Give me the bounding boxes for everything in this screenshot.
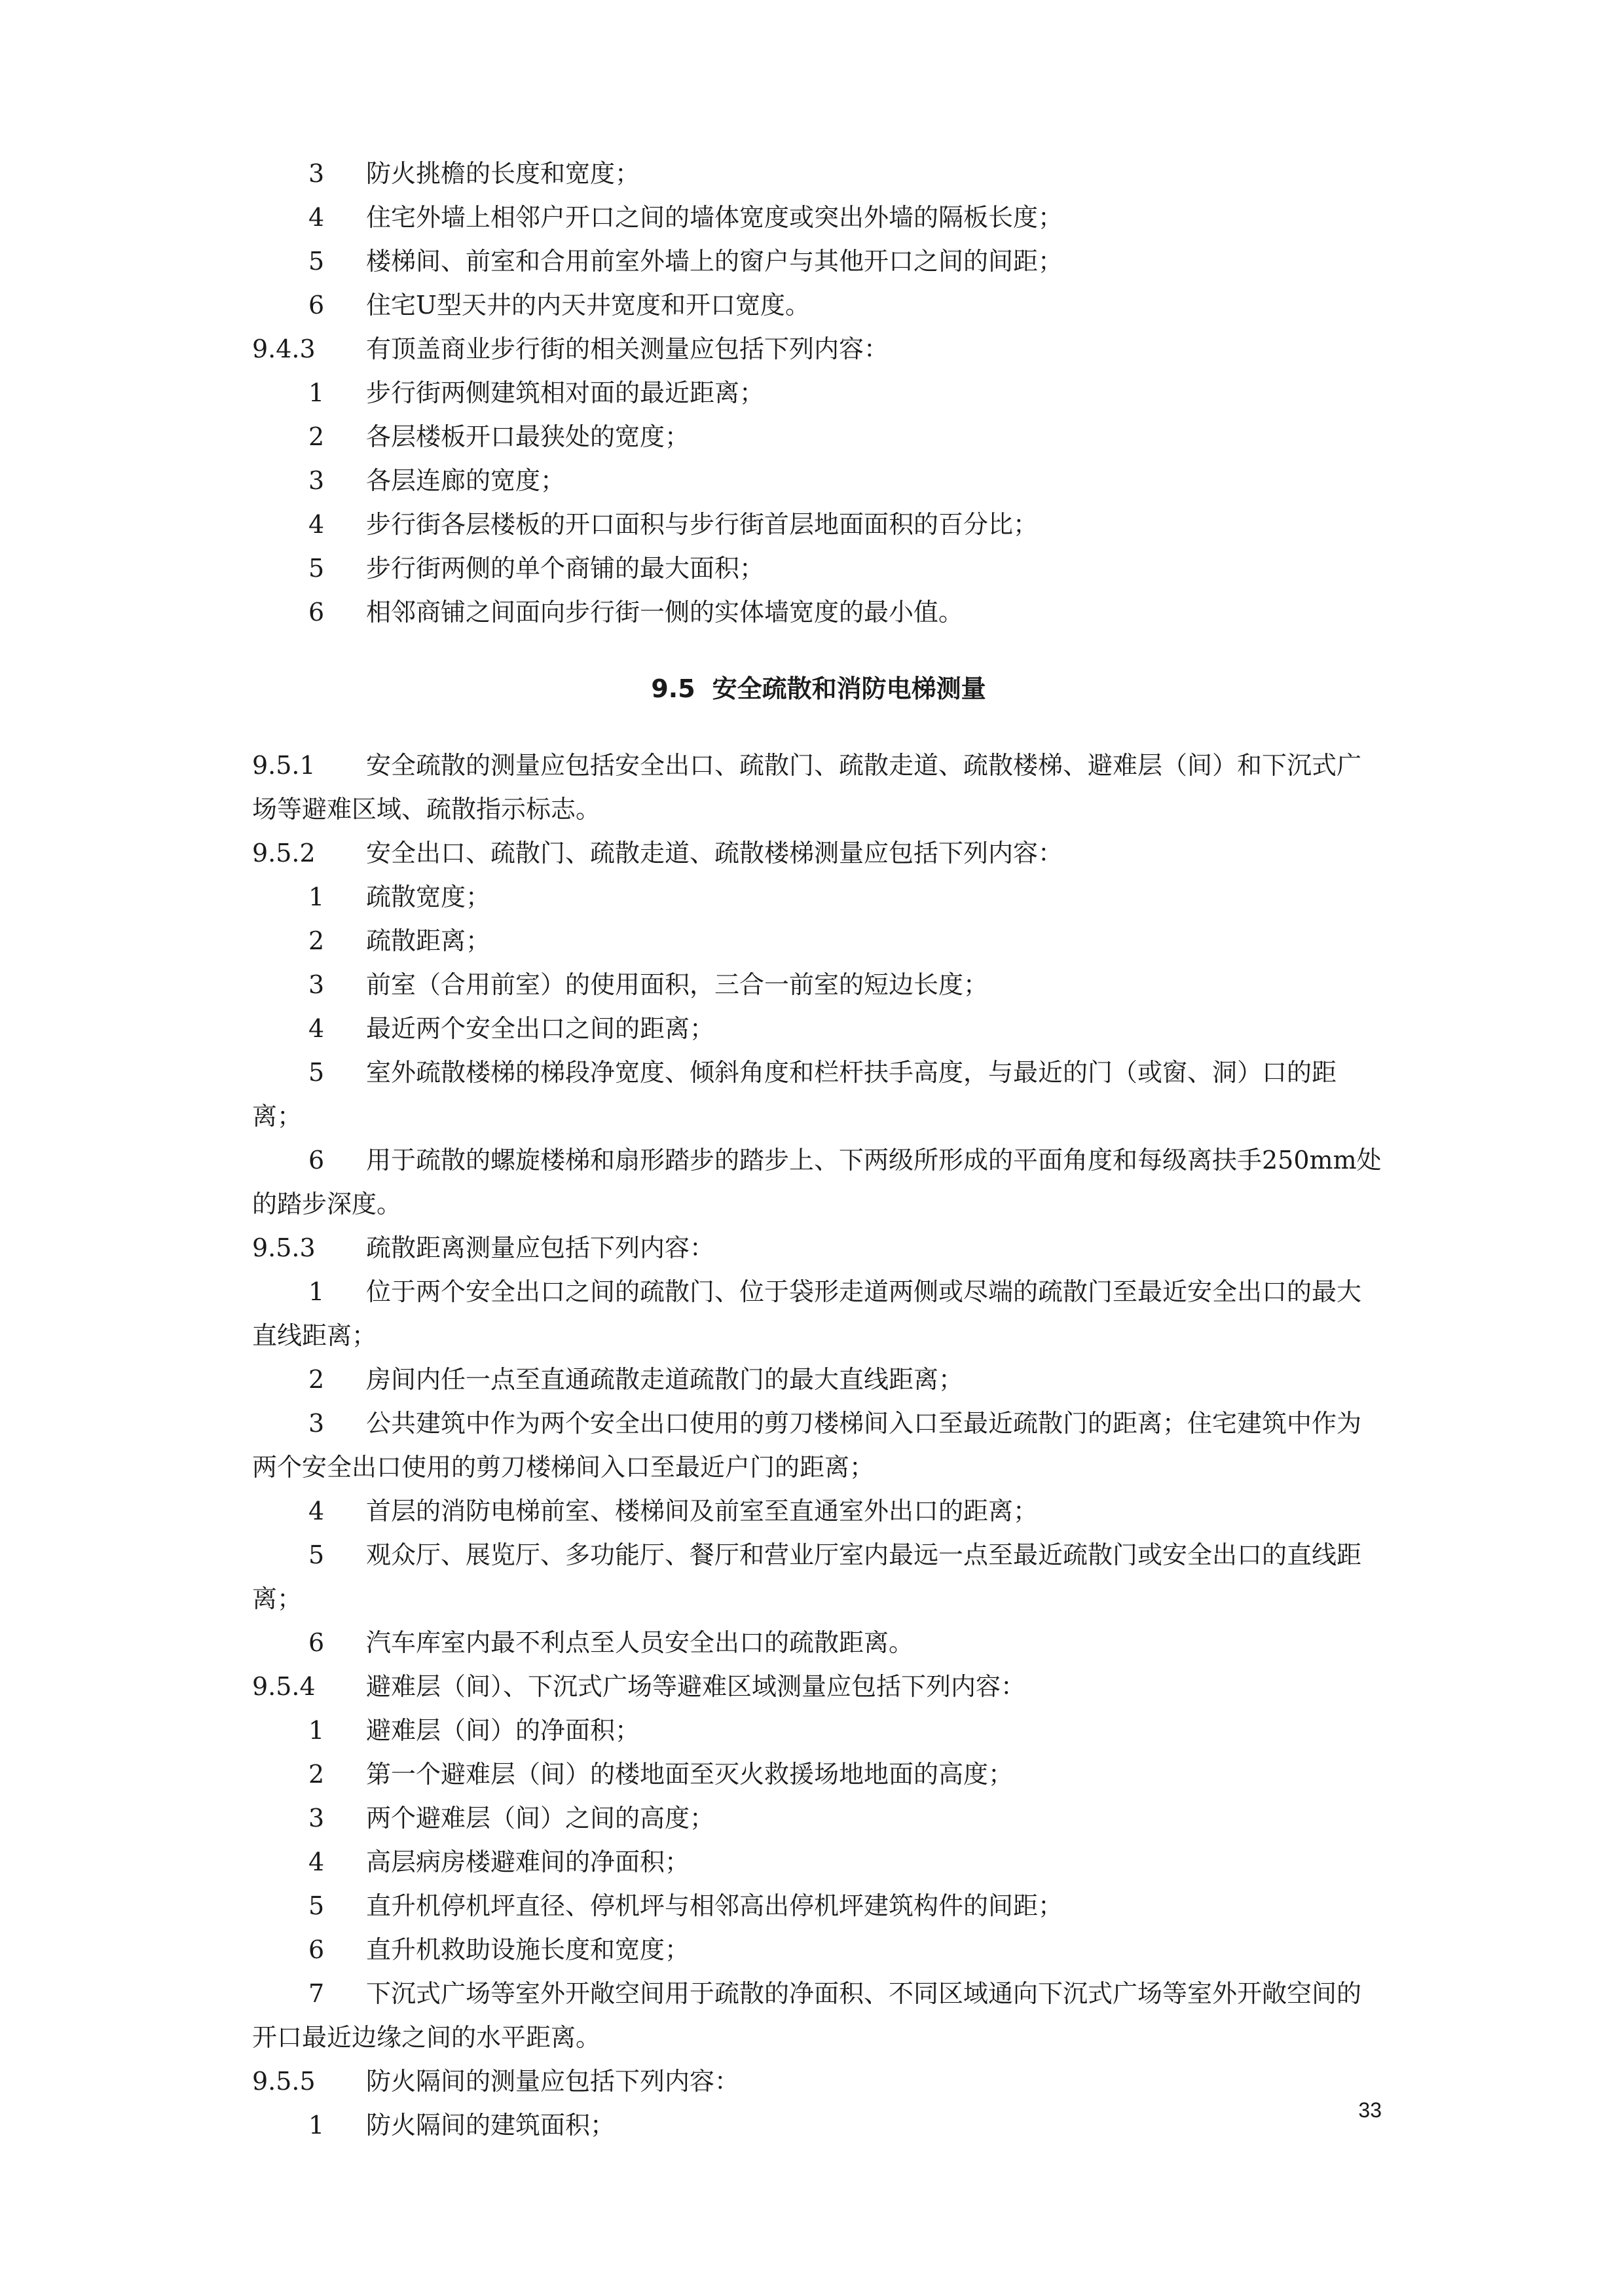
clause	[252, 327, 1385, 371]
list-item	[252, 1796, 1385, 1840]
list-item-number: 4	[308, 1014, 325, 1043]
list-item-text: 避难层（间）的净面积；	[366, 1716, 640, 1745]
list-item-text: 步行街两侧的单个商铺的最大面积；	[366, 554, 765, 583]
list-item-text: 步行街各层楼板的开口面积与步行街首层地面面积的百分比；	[366, 510, 1039, 539]
clause-number: 9.5.4	[252, 1672, 316, 1701]
list-item-number: 4	[308, 1497, 325, 1525]
list-item	[252, 1928, 1385, 1972]
list-item	[252, 371, 1385, 415]
list-item-text: 位于两个安全出口之间的疏散门、位于袋形走道两侧或尽端的疏散门至最近安全出口的最大直线距离；	[252, 1277, 1362, 1350]
list-item	[252, 591, 1385, 634]
clause-text: 防火隔间的测量应包括下列内容：	[366, 2067, 740, 2096]
clause	[252, 744, 1385, 831]
list-item-text: 各层连廊的宽度；	[366, 466, 566, 495]
clause-number: 9.5.5	[252, 2067, 316, 2096]
list-item-number: 1	[308, 2111, 325, 2140]
list-item-number: 5	[308, 1058, 325, 1087]
list-item-text: 首层的消防电梯前室、楼梯间及前室至直通室外出口的距离；	[366, 1497, 1039, 1525]
list-item	[252, 1621, 1385, 1665]
list-item-number: 1	[308, 378, 325, 407]
list-item	[252, 1840, 1385, 1884]
list-item-number: 3	[308, 1804, 325, 1832]
list-item-text: 房间内任一点至直通疏散走道疏散门的最大直线距离；	[366, 1365, 964, 1394]
list-item	[252, 919, 1385, 963]
list-item-number: 2	[308, 1365, 325, 1394]
list-item-text: 公共建筑中作为两个安全出口使用的剪刀楼梯间入口至最近疏散门的距离；住宅建筑中作为两个安全出口使用的剪刀楼梯间入口至最近户门的距离；	[252, 1409, 1362, 1482]
list-item-number: 3	[308, 1409, 325, 1438]
list-item-number: 5	[308, 554, 325, 583]
list-item-number: 5	[308, 1540, 325, 1569]
list-item	[252, 152, 1385, 196]
list-item	[252, 503, 1385, 547]
list-item	[252, 1007, 1385, 1051]
clause	[252, 831, 1385, 875]
list-item-number: 1	[308, 1716, 325, 1745]
list-item	[252, 459, 1385, 503]
list-item	[252, 1972, 1385, 2060]
list-item-text: 住宅外墙上相邻户开口之间的墙体宽度或突出外墙的隔板长度；	[366, 203, 1063, 232]
list-item	[252, 1533, 1385, 1621]
list-item-text: 防火隔间的建筑面积；	[366, 2111, 616, 2140]
list-item	[252, 1270, 1385, 1358]
list-item-text: 防火挑檐的长度和宽度；	[366, 159, 640, 188]
clause-number: 9.4.3	[252, 335, 316, 363]
list-item-text: 疏散宽度；	[366, 883, 491, 911]
list-item	[252, 1709, 1385, 1753]
list-item	[252, 1884, 1385, 1928]
list-item-number: 3	[308, 466, 325, 495]
list-item-text: 直升机停机坪直径、停机坪与相邻高出停机坪建筑构件的间距；	[366, 1891, 1063, 1920]
clause-text: 避难层（间）、下沉式广场等避难区域测量应包括下列内容：	[366, 1672, 1026, 1701]
list-item-number: 6	[308, 1146, 325, 1175]
list-item-text: 观众厅、展览厅、多功能厅、餐厅和营业厅室内最远一点至最近疏散门或安全出口的直线距离；	[252, 1540, 1362, 1613]
list-item-number: 6	[308, 598, 325, 627]
list-item	[252, 1139, 1385, 1226]
list-item	[252, 1753, 1385, 1796]
list-item	[252, 240, 1385, 283]
list-item-text: 住宅U型天井的内天井宽度和开口宽度。	[366, 291, 811, 319]
list-item-number: 4	[308, 203, 325, 232]
clause-number: 9.5.3	[252, 1233, 316, 1262]
list-item-number: 5	[308, 1891, 325, 1920]
list-item-text: 第一个避难层（间）的楼地面至灭火救援场地地面的高度；	[366, 1760, 1014, 1789]
list-item-text: 最近两个安全出口之间的距离；	[366, 1014, 715, 1043]
list-item	[252, 2104, 1385, 2147]
list-item-text: 两个避难层（间）之间的高度；	[366, 1804, 715, 1832]
section-heading	[252, 667, 1385, 711]
list-item-number: 1	[308, 1277, 325, 1306]
list-item-text: 楼梯间、前室和合用前室外墙上的窗户与其他开口之间的间距；	[366, 247, 1063, 276]
section-heading-number: 9.5	[651, 674, 695, 703]
list-item-text: 疏散距离；	[366, 926, 491, 955]
list-item-text: 直升机救助设施长度和宽度；	[366, 1935, 690, 1964]
clause-text: 安全出口、疏散门、疏散走道、疏散楼梯测量应包括下列内容：	[366, 839, 1063, 867]
page-number: 33	[1358, 2098, 1382, 2122]
clause-text: 疏散距离测量应包括下列内容：	[366, 1233, 715, 1262]
page-body	[252, 152, 1385, 2147]
clause-number: 9.5.2	[252, 839, 316, 867]
list-item	[252, 1358, 1385, 1402]
list-item-text: 下沉式广场等室外开敞空间用于疏散的净面积、不同区域通向下沉式广场等室外开敞空间的开口最近边缘之间的水平距离。	[252, 1979, 1362, 2052]
list-item-number: 6	[308, 1935, 325, 1964]
list-item	[252, 1489, 1385, 1533]
clause-text: 安全疏散的测量应包括安全出口、疏散门、疏散走道、疏散楼梯、避难层（间）和下沉式广场等避难区域、疏散指示标志。	[252, 751, 1362, 824]
list-item	[252, 283, 1385, 327]
clause-text: 有顶盖商业步行街的相关测量应包括下列内容：	[366, 335, 889, 363]
list-item-text: 高层病房楼避难间的净面积；	[366, 1848, 690, 1876]
list-item-text: 相邻商铺之间面向步行街一侧的实体墙宽度的最小值。	[366, 598, 964, 627]
list-item-number: 2	[308, 1760, 325, 1789]
list-item-text: 步行街两侧建筑相对面的最近距离；	[366, 378, 765, 407]
list-item-text: 前室（合用前室）的使用面积，三合一前室的短边长度；	[366, 970, 989, 999]
clause	[252, 1665, 1385, 1709]
list-item	[252, 1051, 1385, 1139]
list-item	[252, 547, 1385, 591]
list-item-number: 2	[308, 926, 325, 955]
list-item-number: 3	[308, 159, 325, 188]
section-heading-title: 安全疏散和消防电梯测量	[712, 674, 986, 703]
list-item-number: 1	[308, 883, 325, 911]
list-item-number: 5	[308, 247, 325, 276]
list-item-number: 3	[308, 970, 325, 999]
list-item	[252, 1402, 1385, 1489]
list-item	[252, 963, 1385, 1007]
list-item-text: 用于疏散的螺旋楼梯和扇形踏步的踏步上、下两级所形成的平面角度和每级离扶手250mm处的踏步深度。	[252, 1146, 1382, 1218]
list-item-number: 6	[308, 291, 325, 319]
list-item-text: 室外疏散楼梯的梯段净宽度、倾斜角度和栏杆扶手高度，与最近的门（或窗、洞）口的距离；	[252, 1058, 1337, 1131]
clause	[252, 2060, 1385, 2104]
list-item	[252, 875, 1385, 919]
list-item-number: 4	[308, 1848, 325, 1876]
list-item-number: 4	[308, 510, 325, 539]
list-item	[252, 196, 1385, 240]
list-item	[252, 415, 1385, 459]
clause	[252, 1226, 1385, 1270]
list-item-text: 汽车库室内最不利点至人员安全出口的疏散距离。	[366, 1628, 914, 1657]
list-item-number: 6	[308, 1628, 325, 1657]
clause-number: 9.5.1	[252, 751, 316, 780]
list-item-number: 2	[308, 422, 325, 451]
list-item-number: 7	[308, 1979, 325, 2008]
list-item-text: 各层楼板开口最狭处的宽度；	[366, 422, 690, 451]
